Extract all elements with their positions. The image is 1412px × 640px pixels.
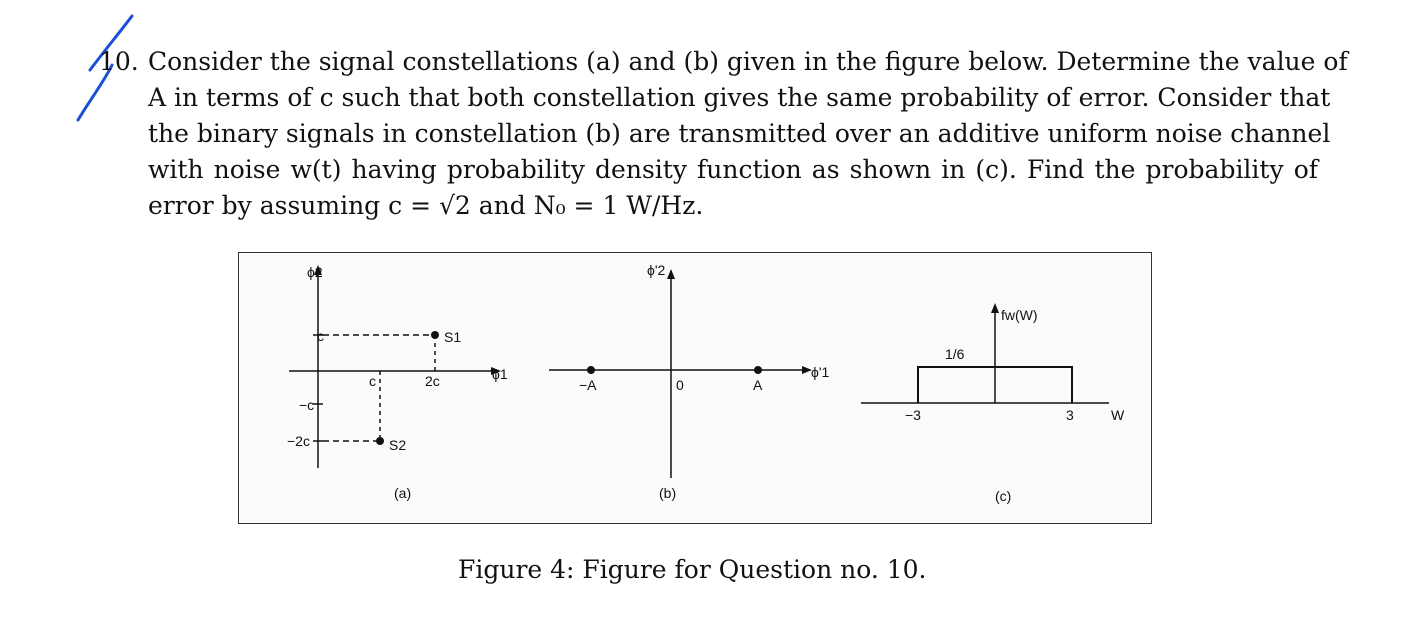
point-s1 — [431, 331, 439, 339]
tick-label: c — [369, 373, 376, 389]
question-number: 10. — [99, 47, 139, 76]
tick-label: 3 — [1066, 407, 1074, 423]
question-text — [148, 44, 1348, 224]
tick-label: −2c — [287, 433, 310, 449]
axis-label-phi2-prime: ϕ'2 — [647, 262, 666, 278]
point-minus-a — [587, 366, 595, 374]
point-s2 — [376, 437, 384, 445]
point-label-s2: S2 — [389, 437, 407, 453]
panel-caption-c: (c) — [995, 488, 1012, 504]
axis-label-w: W — [1111, 407, 1125, 423]
axis-label-phi2: ϕ2 — [307, 264, 323, 280]
origin-label: 0 — [676, 377, 684, 393]
question-line: A in terms of c such that both constellation gives the same probability of error. Consider that — [148, 83, 1331, 112]
point-plus-a — [754, 366, 762, 374]
figure-panel — [238, 252, 1152, 524]
panel-caption-b: (b) — [659, 485, 677, 501]
axis-label-phi1-prime: ϕ'1 — [811, 364, 830, 380]
point-label-plus-a: A — [753, 377, 763, 393]
uniform-pdf-plot — [861, 303, 1109, 403]
tick-label: 2c — [425, 373, 440, 389]
point-label-minus-a: −A — [579, 377, 597, 393]
tick-label: c — [317, 328, 324, 344]
question-line: with noise w(t) having probability density function as shown in (c). Find the probability of — [148, 155, 1318, 184]
axis-label-fw: fw(W) — [1001, 307, 1038, 323]
axis-label-phi1: ϕ1 — [492, 366, 508, 382]
height-label: 1/6 — [945, 346, 965, 362]
question-line: the binary signals in constellation (b) are transmitted over an additive uniform noise channel — [148, 119, 1331, 148]
question-line: Consider the signal constellations (a) and (b) given in the figure below. Determine the value of — [148, 47, 1348, 76]
panel-caption-a: (a) — [394, 485, 412, 501]
question-line: error by assuming c = √2 and N₀ = 1 W/Hz. — [148, 191, 704, 220]
tick-label: −3 — [905, 407, 921, 423]
constellation-b — [549, 269, 812, 478]
point-label-s1: S1 — [444, 329, 462, 345]
tick-label: −c — [299, 397, 315, 413]
figure-caption: Figure 4: Figure for Question no. 10. — [458, 555, 927, 584]
